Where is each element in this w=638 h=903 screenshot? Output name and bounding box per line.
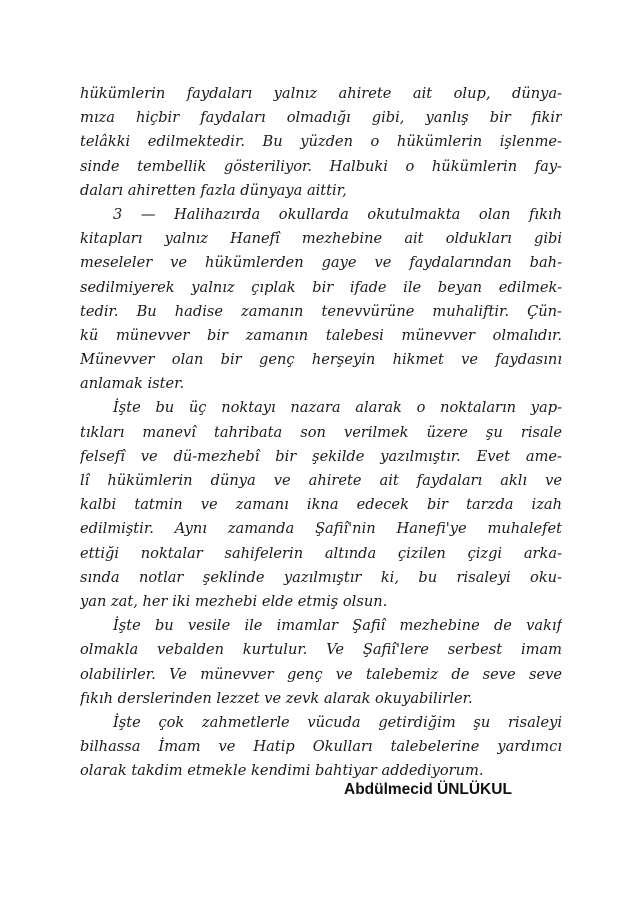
text-line: bilhassa İmam ve Hatip Okulları talebelerine yardımcı — [80, 738, 562, 756]
text-line: telâkki edilmektedir. Bu yüzden o hükümlerin işlenme- — [80, 133, 562, 151]
text-line: sında notlar şeklinde yazılmıştır ki, bu risaleyi oku- — [80, 568, 562, 586]
text-line: tıkları manevî tahribata son verilmek üzere şu risale — [80, 423, 562, 441]
paragraph-start-line: İşte çok zahmetlerle vücuda getirdiğim şu risaleyi — [113, 713, 562, 731]
text-line: daları ahiretten fazla dünyaya aittir, — [80, 181, 347, 199]
text-line: edilmiştir. Aynı zamanda Şafiî'nin Hanefi'ye muhalefet — [80, 520, 562, 538]
body-text — [80, 82, 562, 783]
text-line: kü münevver bir zamanın talebesi münevver olmalıdır. — [80, 326, 562, 344]
text-line: Münevver olan bir genç herşeyin hikmet ve faydasını — [80, 351, 562, 369]
text-line: meseleler ve hükümlerden gaye ve faydalarından bah- — [80, 254, 562, 272]
text-line: sinde tembellik gösteriliyor. Halbuki o hükümlerin fay- — [80, 157, 562, 175]
paragraph-start-line: 3 — Halihazırda okullarda okutulmakta olan fıkıh — [113, 205, 562, 223]
text-line: fıkıh derslerinden lezzet ve zevk alarak okuyabilirler. — [80, 689, 473, 707]
paragraph-start-line: İşte bu üç noktayı nazara alarak o noktaların yap- — [113, 399, 562, 417]
text-line: anlamak ister. — [80, 375, 185, 393]
text-line: olabilirler. Ve münevver genç ve talebemiz de seve seve — [80, 665, 562, 683]
text-line: felsefî ve dü-mezhebî bir şekilde yazılmıştır. Evet ame- — [80, 447, 562, 465]
text-line: yan zat, her iki mezhebi elde etmiş olsun. — [80, 592, 388, 610]
text-line: mıza hiçbir faydaları olmadığı gibi, yanlış bir fikir — [80, 109, 562, 127]
text-line: olarak takdim etmekle kendimi bahtiyar addediyorum. — [80, 762, 484, 780]
text-line: tedir. Bu hadise zamanın tenevvürüne muhaliftir. Çün- — [80, 302, 562, 320]
text-line: kitapları yalnız Hanefî mezhebine ait oldukları gibi — [80, 230, 562, 248]
text-line: olmakla vebalden kurtulur. Ve Şafiî'lere serbest imam — [80, 641, 562, 659]
text-line: kalbi tatmin ve zamanı ikna edecek bir tarzda izah — [80, 496, 562, 514]
text-line: sedilmiyerek yalnız çıplak bir ifade ile beyan edilmek- — [80, 278, 562, 296]
paragraph-start-line: İşte bu vesile ile imamlar Şafiî mezhebine de vakıf — [113, 617, 562, 635]
text-line: hükümlerin faydaları yalnız ahirete ait olup, dünya- — [80, 85, 562, 102]
author-signature: Abdülmecid ÜNLÜKUL — [344, 781, 512, 798]
text-line: lî hükümlerin dünya ve ahirete ait faydaları aklı ve — [80, 472, 562, 489]
text-line: ettiği noktalar sahifelerin altında çizilen çizgi arka- — [80, 544, 562, 562]
